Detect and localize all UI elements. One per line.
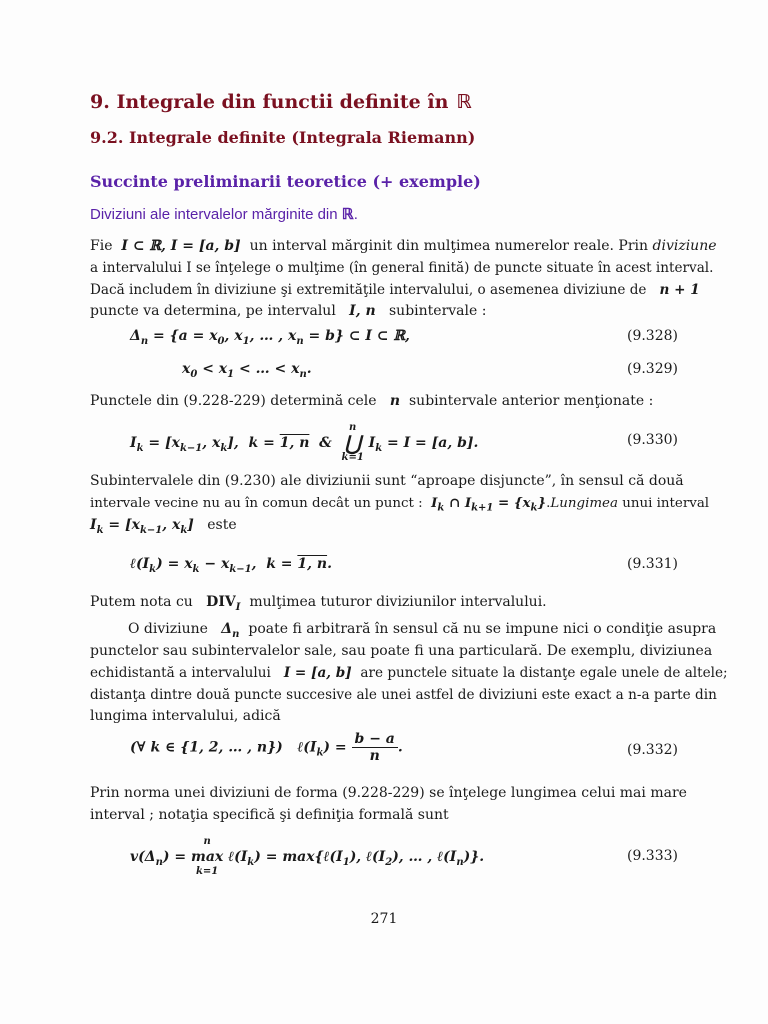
equation-9-329: $x_0 < x_1$ < … < $x_n$. bbox=[182, 361, 312, 380]
paragraph-5-line-1: O diviziune $\Delta_n$ poate fi arbitrară în sensul că nu se impune nici o condiţie asupra bbox=[128, 621, 717, 640]
paragraph-1-line-2: a intervalului I se înţelege o mulţime (în general finită) de puncte situate în acest interval. bbox=[90, 260, 714, 276]
paragraph-4: Putem nota cu $DIV_I$ mulţimea tuturor diviziunilor intervalului. bbox=[90, 594, 547, 613]
paragraph-5-line-3: echidistantă a intervalului I = [a, b] are punctele situate la distanţe egale unele de altele; bbox=[90, 665, 728, 681]
equation-9-331: $\ell(I_k) = x_k - x_{k-1}$, k = 1, n. bbox=[130, 556, 332, 575]
equation-number: (9.331) bbox=[626, 556, 678, 572]
paragraph-6-line-2: interval ; notaţia specifică şi definiţia formală sunt bbox=[90, 807, 449, 823]
paragraph-1-line-3: Dacă includem în diviziune şi extremităţile intervalului, o asemenea diviziune de n + 1 bbox=[90, 282, 700, 298]
section-heading: 9.2. Integrale definite (Integrala Riemann) bbox=[90, 128, 476, 147]
equation-number: (9.328) bbox=[626, 328, 678, 344]
paragraph-3-line-2: intervale vecine nu au în comun decât un punct : $I_k$ ∩ $I_{k+1}$ = $\{x_k\}.Lungimea$ unui interval bbox=[90, 495, 710, 514]
subsection-heading: Succinte preliminarii teoretice (+ exemple) bbox=[90, 172, 481, 191]
equation-9-328: $\Delta_n = \{a = x_0$, $x_1$, … , $x_n = b$} ⊂ I ⊂ ℝ, bbox=[130, 328, 410, 347]
paragraph-5-line-5: lungima intervalului, adică bbox=[90, 708, 281, 724]
paragraph-2: Punctele din (9.228-229) determină cele n subintervale anterior menţionate : bbox=[90, 393, 654, 409]
topic-heading: Diviziuni ale intervalelor mărginite din ℝ. bbox=[90, 206, 358, 223]
paragraph-3-line-1: Subintervalele din (9.230) ale diviziunii sunt “aproape disjuncte”, în sensul că două bbox=[90, 473, 684, 489]
paragraph-6-line-1: Prin norma unei diviziuni de forma (9.228-229) se înţelege lungimea celui mai mare bbox=[90, 785, 687, 801]
paragraph-5-line-2: punctelor sau subintervalelor sale, sau poate fi una particulară. De exemplu, diviziunea bbox=[90, 643, 713, 659]
paragraph-5-line-4: distanţa dintre două puncte succesive ale unei astfel de diviziuni este exact a n-a parte din bbox=[90, 687, 717, 703]
paragraph-1-line-1: Fie I ⊂ ℝ, I = [a, b] un interval mărginit din mulţimea numerelor reale. Prin diviziune bbox=[90, 238, 717, 254]
paragraph-1-line-4: puncte va determina, pe intervalul I, n subintervale : bbox=[90, 303, 487, 319]
equation-9-333: $v(\Delta_n) = n$ max k=1 $\ell(I_k)$ = $\max\{\ell(I_1)$, $\ell(I_2)$, … , $\ell(I_n)$}. bbox=[130, 836, 485, 877]
paragraph-3-line-3: $I_k = [x_{k-1}$, $x_k$] este bbox=[90, 517, 237, 536]
equation-number: (9.333) bbox=[626, 848, 678, 864]
page-number: 271 bbox=[370, 911, 398, 927]
equation-9-332: (∀ k ∈ {1, 2, … , n}) $\ell(I_k)$ = $\frac{b - a}{n}$ . bbox=[130, 731, 403, 764]
equation-number: (9.332) bbox=[626, 742, 678, 758]
equation-number: (9.329) bbox=[626, 361, 678, 377]
equation-number: (9.330) bbox=[626, 432, 678, 448]
chapter-heading: 9. Integrale din functii definite în ℝ bbox=[90, 91, 472, 113]
equation-9-330: $I_k = [x_{k-1}$, $x_k$], k = 1, n & n ⋃ k=1 $I_k = I = [a$, b]. bbox=[130, 422, 479, 463]
